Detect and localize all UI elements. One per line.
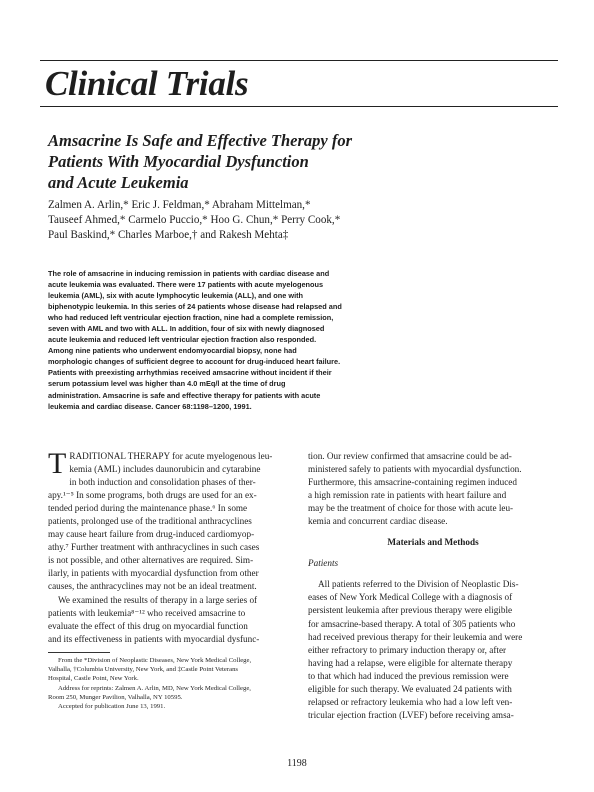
abstract-line: acute leukemia and reduced left ventricular ejection fraction also responded. — [48, 335, 317, 345]
section-title: Clinical Trials — [45, 64, 249, 103]
abstract-line: leukemia and cardiac disease. Cancer 68:1198–1200, 1991. — [48, 401, 252, 411]
body-line: Furthermore, this amsacrine-containing regimen induced — [308, 477, 517, 488]
body-line: relapsed or refractory leukemia who had a low left ven- — [308, 696, 513, 707]
body-line: may cause heart failure from drug-induced cardiomyop- — [48, 529, 255, 540]
footnotes — [48, 656, 298, 711]
body-column-left — [48, 447, 298, 646]
body-line: to that which had induced the previous remission were — [308, 670, 509, 681]
footnote-line: Valhalla, †Columbia University, New York, and ‡Castle Point Veterans — [48, 666, 239, 674]
footnote-line: From the *Division of Neoplastic Diseases, New York Medical College, — [58, 657, 252, 664]
abstract-line: serum potassium level was higher than 4.0 mEq/l at the time of drug — [48, 379, 286, 389]
footnote-line: Room 250, Munger Pavilion, Valhalla, NY 10595. — [48, 693, 183, 701]
body-line: kemia and concurrent cardiac disease. — [308, 516, 448, 527]
subsection-heading: Patients — [308, 558, 339, 569]
body-line: in both induction and consolidation phases of ther- — [69, 477, 256, 488]
article-title-line: and Acute Leukemia — [48, 173, 189, 192]
body-line: causes, the anthracyclines may not be an ideal treatment. — [48, 581, 257, 592]
article-title-line: Amsacrine Is Safe and Effective Therapy for — [48, 131, 353, 150]
abstract-line: administration. Amsacrine is safe and effective therapy for patients with acute — [48, 390, 321, 400]
article-title-line: Patients With Myocardial Dysfunction — [48, 152, 309, 171]
body-line: tion. Our review confirmed that amsacrine could be ad- — [308, 451, 512, 461]
abstract — [48, 268, 400, 412]
header-top-rule — [40, 60, 558, 61]
drop-cap: T — [48, 447, 67, 480]
author-list — [48, 198, 340, 243]
author-line: Zalmen A. Arlin,* Eric J. Feldman,* Abraham Mittelman,* — [48, 199, 311, 211]
body-line: is not possible, and other alternatives are required. Sim- — [48, 555, 254, 566]
body-line: RADITIONAL THERAPY for acute myelogenous leu- — [69, 451, 273, 461]
body-line: We examined the results of therapy in a large series of — [58, 594, 258, 605]
body-line: had received previous therapy for their leukemia and were — [308, 631, 523, 642]
abstract-line: Patients with preexisting arrhythmias received amsacrine without incident if their — [48, 368, 332, 378]
body-line: athy.⁷ Further treatment with anthracyclines in such cases — [48, 542, 260, 553]
body-line: having had a relapse, were eligible for alternate therapy — [308, 657, 513, 668]
author-line: Tauseef Ahmed,* Carmelo Puccio,* Hoo G. Chun,* Perry Cook,* — [48, 214, 341, 226]
abstract-line: seven with AML and two with ALL. In addition, four of six with newly diagnosed — [48, 324, 325, 334]
body-line: a high remission rate in patients with heart failure and — [308, 490, 507, 501]
footnote-line: Accepted for publication June 13, 1991. — [58, 703, 166, 711]
header-bottom-rule — [40, 106, 558, 107]
footnote-line: Hospital, Castle Point, New York. — [48, 675, 139, 683]
section-heading: Materials and Methods — [387, 537, 479, 548]
body-line: All patients referred to the Division of Neoplastic Dis- — [318, 579, 519, 590]
footnote-rule — [48, 652, 110, 653]
body-line: either refractory to primary induction therapy or, after — [308, 644, 507, 655]
body-line: persistent leukemia after previous therapy were eligible — [308, 605, 513, 616]
body-line: eases of New York Medical College with a diagnosis of — [308, 592, 513, 603]
abstract-line: who had reduced left ventricular ejection fraction, nine had a complete remission, — [48, 313, 334, 323]
body-column-right — [308, 450, 558, 722]
body-line: patients, prolonged use of the traditional anthracyclines — [48, 516, 252, 527]
body-line: ministered safely to patients with myocardial dysfunction. — [308, 464, 522, 475]
abstract-line: acute leukemia was evaluated. There were 17 patients with acute myelogenous — [48, 280, 324, 290]
body-line: kemia (AML) includes daunorubicin and cytarabine — [69, 464, 261, 475]
abstract-line: biphenotypic leukemia. In this series of 24 patients whose disease had relapsed and — [48, 302, 342, 312]
footnote-line: Address for reprints: Zalmen A. Arlin, MD, New York Medical College, — [58, 684, 251, 692]
body-line: patients with leukemia⁸⁻¹² who received amsacrine to — [48, 607, 246, 618]
abstract-line: morphologic changes of sufficient degree to account for drug-induced heart failure. — [48, 357, 341, 367]
body-line: for amsacrine-based therapy. A total of 305 patients who — [308, 618, 516, 629]
body-line: tended period during the maintenance phase.⁶ In some — [48, 503, 248, 514]
abstract-line: The role of amsacrine in inducing remission in patients with cardiac disease and — [48, 269, 330, 278]
body-line: tricular ejection fraction (LVEF) before receiving amsa- — [308, 709, 514, 720]
author-line: Paul Baskind,* Charles Marboe,† and Rakesh Mehta‡ — [48, 229, 289, 241]
body-line: apy.¹⁻⁵ In some programs, both drugs are used for an ex- — [48, 490, 257, 501]
abstract-line: leukemia (AML), six with acute lymphocytic leukemia (ALL), and one with — [48, 291, 304, 301]
page-number: 1198 — [287, 758, 307, 769]
body-line: evaluate the effect of this drug on myocardial function — [48, 620, 248, 631]
body-line: ilarly, in patients with myocardial dysfunction from other — [48, 568, 259, 579]
body-line: eligible for such therapy. We evaluated 24 patients with — [308, 683, 512, 694]
article-title — [48, 130, 352, 193]
body-line: may be the treatment of choice for those with acute leu- — [308, 503, 514, 514]
abstract-line: Among nine patients who underwent endomyocardial biopsy, none had — [48, 346, 297, 356]
body-line: and its effectiveness in patients with myocardial dysfunc- — [48, 633, 260, 644]
